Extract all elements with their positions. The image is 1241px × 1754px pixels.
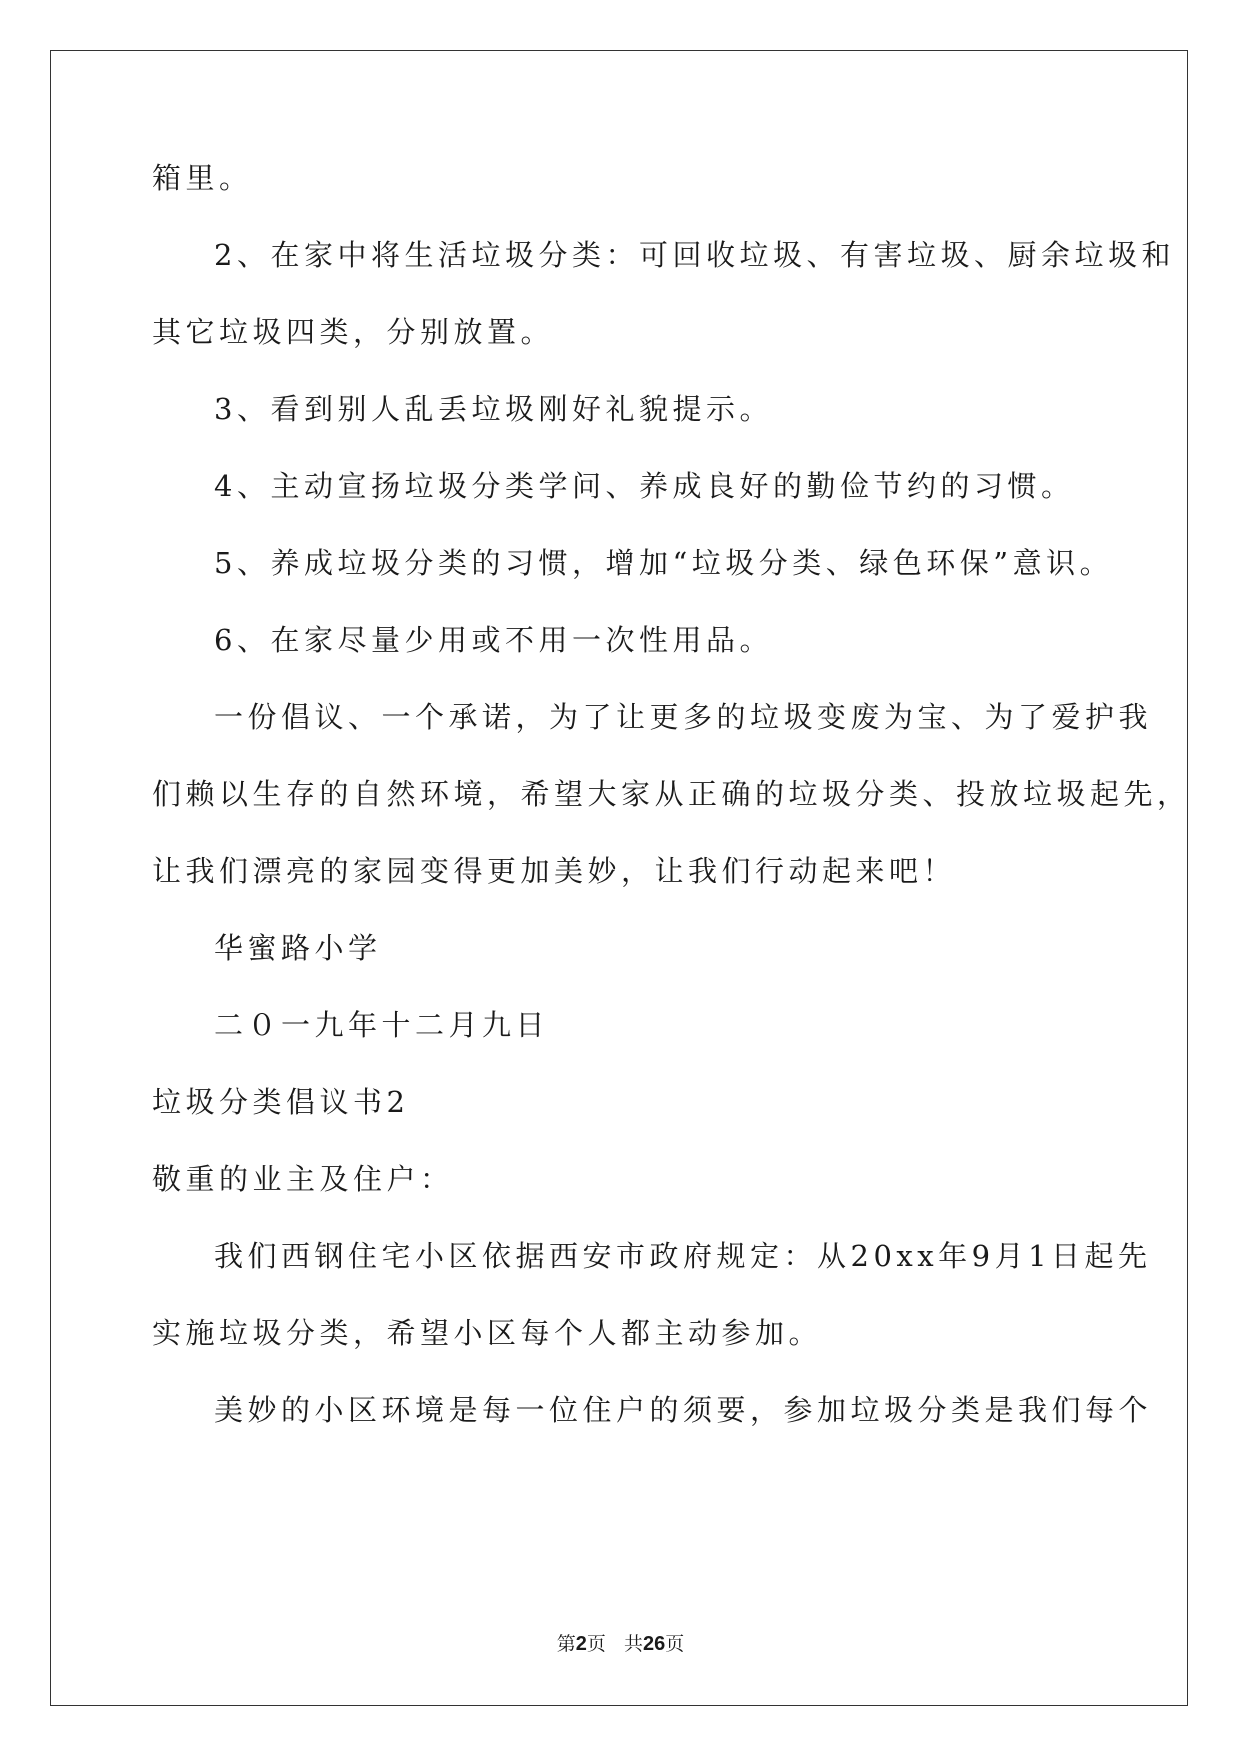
text-line: 6、在家尽量少用或不用一次性用品。 <box>214 623 773 657</box>
document-body <box>152 161 1191 1473</box>
total-prefix: 共 <box>624 1633 644 1655</box>
text-line: 其它垃圾四类，分别放置。 <box>152 315 555 349</box>
text-line: 4、主动宣扬垃圾分类学问、养成良好的勤俭节约的习惯。 <box>214 469 1075 503</box>
text-line: 我们西钢住宅小区依据西安市政府规定：从20xx年9月1日起先 <box>214 1239 1152 1273</box>
signature-school: 华蜜路小学 <box>214 931 382 965</box>
text-line: 实施垃圾分类，希望小区每个人都主动参加。 <box>152 1316 823 1350</box>
text-line: 2、在家中将生活垃圾分类：可回收垃圾、有害垃圾、厨余垃圾和 <box>214 238 1175 272</box>
text-line: 美妙的小区环境是每一位住户的须要，参加垃圾分类是我们每个 <box>214 1393 1153 1427</box>
text-line: 一份倡议、一个承诺，为了让更多的垃圾变废为宝、为了爱护我 <box>214 700 1153 734</box>
signature-date: 二０一九年十二月九日 <box>214 1008 550 1042</box>
text-line: 3、看到别人乱丢垃圾刚好礼貌提示。 <box>214 392 773 426</box>
page-footer <box>0 1629 1241 1656</box>
page-suffix: 页 <box>586 1633 606 1655</box>
total-pages: 26 <box>643 1633 666 1655</box>
text-line: 们赖以生存的自然环境，希望大家从正确的垃圾分类、投放垃圾起先， <box>152 777 1191 811</box>
salutation: 敬重的业主及住户： <box>152 1162 454 1196</box>
text-line: 箱里。 <box>152 161 253 195</box>
text-line: 5、养成垃圾分类的习惯，增加“垃圾分类、绿色环保”意识。 <box>214 546 1114 580</box>
text-line: 让我们漂亮的家园变得更加美妙，让我们行动起来吧！ <box>152 854 957 888</box>
section-title: 垃圾分类倡议书2 <box>152 1085 410 1119</box>
page-prefix: 第 <box>556 1633 576 1655</box>
page-number: 2 <box>575 1633 587 1655</box>
total-suffix: 页 <box>665 1633 685 1655</box>
